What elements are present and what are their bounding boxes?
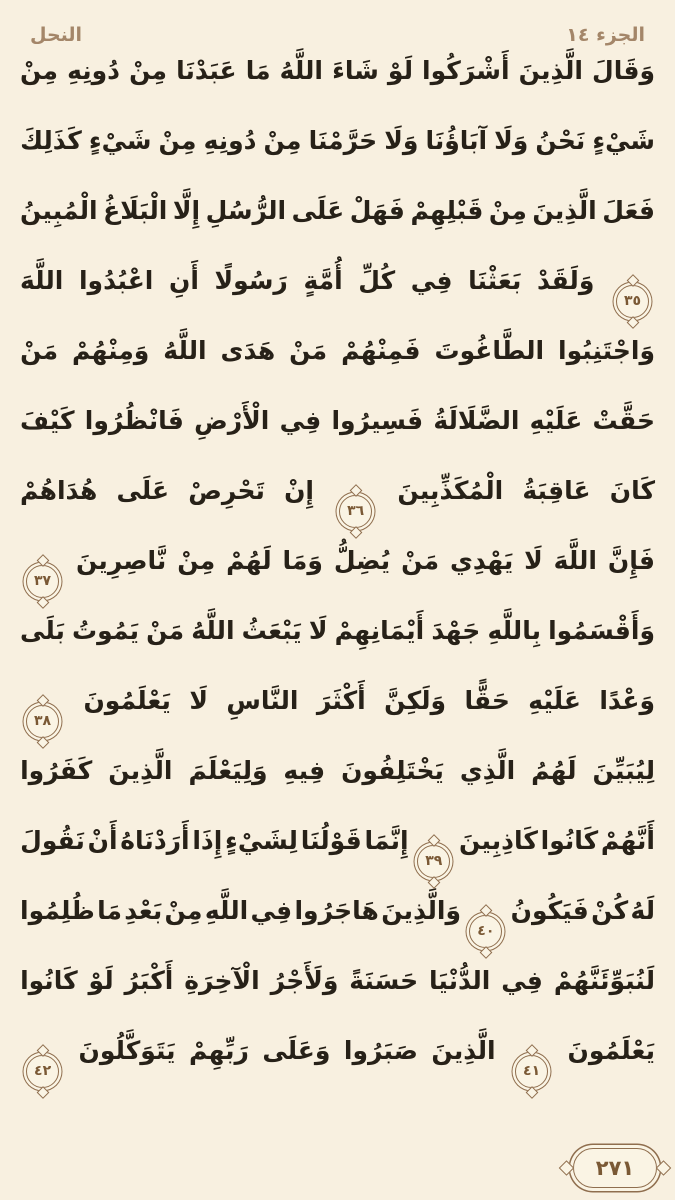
juz-label: الجزء ١٤ (566, 24, 645, 46)
quran-word: وَلَقَدْ (537, 266, 595, 295)
quran-word: لِشَيْءٍ (225, 826, 298, 855)
quran-word: لَوْ (387, 56, 413, 85)
quran-word: كَذَلِكَ (20, 126, 82, 155)
quran-word: مِنْ (488, 196, 527, 225)
quran-word: الَّذِينَ (532, 196, 597, 225)
quran-word: يَتَوَكَّلُونَ (78, 1036, 176, 1065)
quran-word: عَلَيْهِ (529, 406, 583, 435)
quran-word: النَّاسِ (226, 686, 299, 715)
quran-word: الْأَرْضِ (194, 406, 270, 435)
quran-word: الضَّلَالَةُ (433, 406, 520, 435)
quran-word: عَبَدْنَا (176, 56, 237, 85)
quran-word: بَعَثْنَا (468, 266, 522, 295)
quran-word: اللَّهُ (191, 616, 235, 645)
quran-word: عَاقِبَةُ (522, 476, 591, 505)
quran-word: الْآخِرَةِ (184, 966, 260, 995)
quran-word: أَنِ (169, 266, 199, 295)
quran-word: وَلَا (494, 126, 529, 155)
quran-word: نَّاصِرِينَ (75, 546, 167, 575)
verse-number-medallion: ٤١ (515, 1055, 548, 1088)
quran-word: بَلَى (20, 616, 65, 645)
quran-word: شَاءَ (332, 56, 379, 85)
quran-word: مِنْ (158, 126, 197, 155)
verse-number-medallion: ٤٠ (469, 915, 502, 948)
verse-number-medallion: ٤٢ (26, 1055, 59, 1088)
quran-word: مِنْ (177, 546, 216, 575)
quran-word: حَسَنَةً (349, 966, 419, 995)
quran-word: أَكْبَرُ (124, 966, 174, 995)
quran-line (20, 686, 655, 756)
quran-word: يَخْتَلِفُونَ (341, 756, 444, 785)
quran-word: تَحْرِصْ (188, 476, 265, 505)
quran-word: وَمَا (282, 546, 323, 575)
quran-word: وَلَأَجْرُ (270, 966, 339, 995)
quran-word: وَعْدًا (599, 686, 655, 715)
quran-word: فَيَكُونُ (510, 896, 589, 925)
quran-word: وَلَا (384, 126, 419, 155)
quran-line (20, 1036, 655, 1106)
quran-word: فَمِنْهُمْ (341, 336, 421, 365)
quran-word: إِنْ (284, 476, 314, 505)
quran-word: بَعْدِ (124, 896, 163, 925)
quran-word: دُونِهِ (203, 126, 257, 155)
quran-word: الْمُبِينُ (20, 196, 98, 225)
quran-word: يَهْدِي (449, 546, 514, 575)
quran-line (20, 826, 655, 896)
quran-word: وَالَّذِينَ (381, 896, 462, 925)
quran-word: مِنْ (20, 56, 58, 85)
surah-name-label: النحل (30, 24, 83, 46)
quran-word: وَأَقْسَمُوا (548, 616, 655, 645)
quran-word: وَاجْتَنِبُوا (558, 336, 655, 365)
quran-word: كُلِّ (358, 266, 396, 295)
quran-word: أَشْرَكُوا (422, 56, 510, 85)
quran-word: كَانُوا (540, 826, 599, 855)
quran-word: مَنْ (20, 336, 59, 365)
quran-word: الَّذِينَ (108, 756, 173, 785)
quran-word: الدُّنْيَا (428, 966, 491, 995)
quran-word: شَيْءٍ (88, 126, 152, 155)
quran-word: كَفَرُوا (20, 756, 93, 785)
quran-word: لَا (308, 616, 328, 645)
quran-word: فَانْظُرُوا (84, 406, 184, 435)
quran-line (20, 406, 655, 476)
quran-word: حَرَّمْنَا (308, 126, 378, 155)
page-number-badge (573, 1148, 657, 1188)
quran-word: نَحْنُ (535, 126, 586, 155)
quran-word: مَنْ (289, 336, 328, 365)
quran-word: اللَّهَ (20, 266, 64, 295)
quran-word: يَمُوتُ (72, 616, 139, 645)
quran-word: الْبَلَاغُ (103, 196, 168, 225)
quran-word: وَلَكِنَّ (384, 686, 447, 715)
quran-word: جَهْدَ (431, 616, 481, 645)
quran-line (20, 476, 655, 546)
quran-word: آبَاؤُنَا (425, 126, 488, 155)
quran-word: وَمِنْهُمْ (72, 336, 150, 365)
quran-word: دُونِهِ (67, 56, 120, 85)
quran-word: لَهُ (630, 896, 655, 925)
quran-word: فَإِنَّ (607, 546, 655, 575)
quran-word: وَلِيَعْلَمَ (188, 756, 268, 785)
quran-word: هَدَى (220, 336, 276, 365)
quran-line (20, 756, 655, 826)
quran-line (20, 126, 655, 196)
quran-word: أَكْثَرَ (316, 686, 366, 715)
quran-line (20, 196, 655, 266)
quran-word: لِيُبَيِّنَ (592, 756, 655, 785)
quran-word: اللَّهُ (163, 336, 207, 365)
quran-word: اللَّهِ (204, 896, 249, 925)
quran-word: صَبَرُوا (343, 1036, 418, 1065)
quran-word: الْمُكَذِّبِينَ (397, 476, 504, 505)
quran-word: بِاللَّهِ (487, 616, 541, 645)
quran-word: الَّذِي (459, 756, 516, 785)
quran-word: يَعْلَمُونَ (567, 1036, 655, 1065)
quran-word: كَانَ (609, 476, 655, 505)
quran-word: مَا (97, 896, 122, 925)
quran-word: فِي (250, 896, 293, 925)
quran-word: حَقًّا (464, 686, 510, 715)
quran-word: مِنْ (164, 896, 203, 925)
quran-line (20, 56, 655, 126)
quran-word: هَاجَرُوا (294, 896, 379, 925)
quran-word: فَهَلْ (349, 196, 405, 225)
quran-line (20, 616, 655, 686)
verse-number-medallion: ٣٨ (26, 705, 59, 738)
quran-word: فِي (501, 966, 543, 995)
quran-word: قَبْلِهِمْ (410, 196, 484, 225)
quran-word: أُمَّةٍ (303, 266, 343, 295)
quran-word: إِذَا (192, 826, 223, 855)
quran-word: أَنْ (87, 826, 118, 855)
quran-line (20, 896, 655, 966)
quran-word: فَسِيرُوا (331, 406, 424, 435)
quran-word: وَعَلَى (262, 1036, 331, 1065)
quran-word: لَنُبَوِّئَنَّهُمْ (553, 966, 655, 995)
verse-number-medallion: ٣٩ (417, 845, 450, 878)
quran-word: فَعَلَ (602, 196, 655, 225)
quran-word: أَنَّهُمْ (600, 826, 655, 855)
quran-word: فِي (410, 266, 453, 295)
quran-word: مَنْ (401, 546, 440, 575)
quran-word: عَلَيْهِ (528, 686, 581, 715)
quran-word: مَنْ (146, 616, 185, 645)
verse-number-medallion: ٣٦ (339, 495, 372, 528)
quran-word: حَقَّتْ (592, 406, 655, 435)
quran-word: يُضِلُّ (333, 546, 391, 575)
quran-word: فِي (279, 406, 322, 435)
quran-word: ظُلِمُوا (20, 896, 95, 925)
quran-word: يَعْلَمُونَ (83, 686, 171, 715)
quran-word: كَاذِبِينَ (459, 826, 538, 855)
verse-number-medallion: ٣٧ (26, 565, 59, 598)
quran-word: فِيهِ (283, 756, 326, 785)
quran-word: الَّذِينَ (518, 56, 583, 85)
quran-word: يَبْعَثُ (241, 616, 302, 645)
quran-word: لَا (524, 546, 543, 575)
quran-word: لَهُمْ (226, 546, 272, 575)
quran-line (20, 546, 655, 616)
quran-word: اعْبُدُوا (78, 266, 154, 295)
quran-word: لَوْ (88, 966, 114, 995)
quran-word: كَيْفَ (20, 406, 75, 435)
quran-word: قَوْلُنَا (300, 826, 362, 855)
quran-word: مِنْ (263, 126, 302, 155)
page-number: ٢٧١ (595, 1156, 635, 1180)
quran-word: اللَّهُ (279, 56, 323, 85)
quran-word: الطَّاغُوتَ (434, 336, 545, 365)
quran-word: كَانُوا (20, 966, 78, 995)
quran-word: عَلَى (116, 476, 170, 505)
quran-word: اللَّهَ (553, 546, 597, 575)
quran-word: إِلَّا (172, 196, 201, 225)
quran-word: نَقُولَ (20, 826, 85, 855)
quran-word: رَسُولًا (214, 266, 288, 295)
quran-word: وَقَالَ (592, 56, 655, 85)
quran-word: شَيْءٍ (592, 126, 655, 155)
quran-line (20, 266, 655, 336)
quran-line (20, 336, 655, 406)
quran-word: مَا (245, 56, 271, 85)
quran-word: عَلَى (291, 196, 345, 225)
quran-line (20, 966, 655, 1036)
quran-word: كُنْ (591, 896, 629, 925)
quran-word: لَهُمُ (531, 756, 577, 785)
quran-word: مِنْ (129, 56, 168, 85)
quran-text-block (0, 56, 675, 1106)
quran-word: رَبِّهِمْ (188, 1036, 249, 1065)
quran-word: الرُّسُلِ (205, 196, 287, 225)
quran-word: لَا (189, 686, 208, 715)
quran-word: الَّذِينَ (431, 1036, 496, 1065)
page-header (0, 0, 675, 46)
quran-word: هُدَاهُمْ (20, 476, 98, 505)
quran-word: أَيْمَانِهِمْ (334, 616, 425, 645)
verse-number-medallion: ٣٥ (616, 285, 649, 318)
quran-word: أَرَدْنَاهُ (120, 826, 190, 855)
quran-word: إِنَّمَا (364, 826, 409, 855)
